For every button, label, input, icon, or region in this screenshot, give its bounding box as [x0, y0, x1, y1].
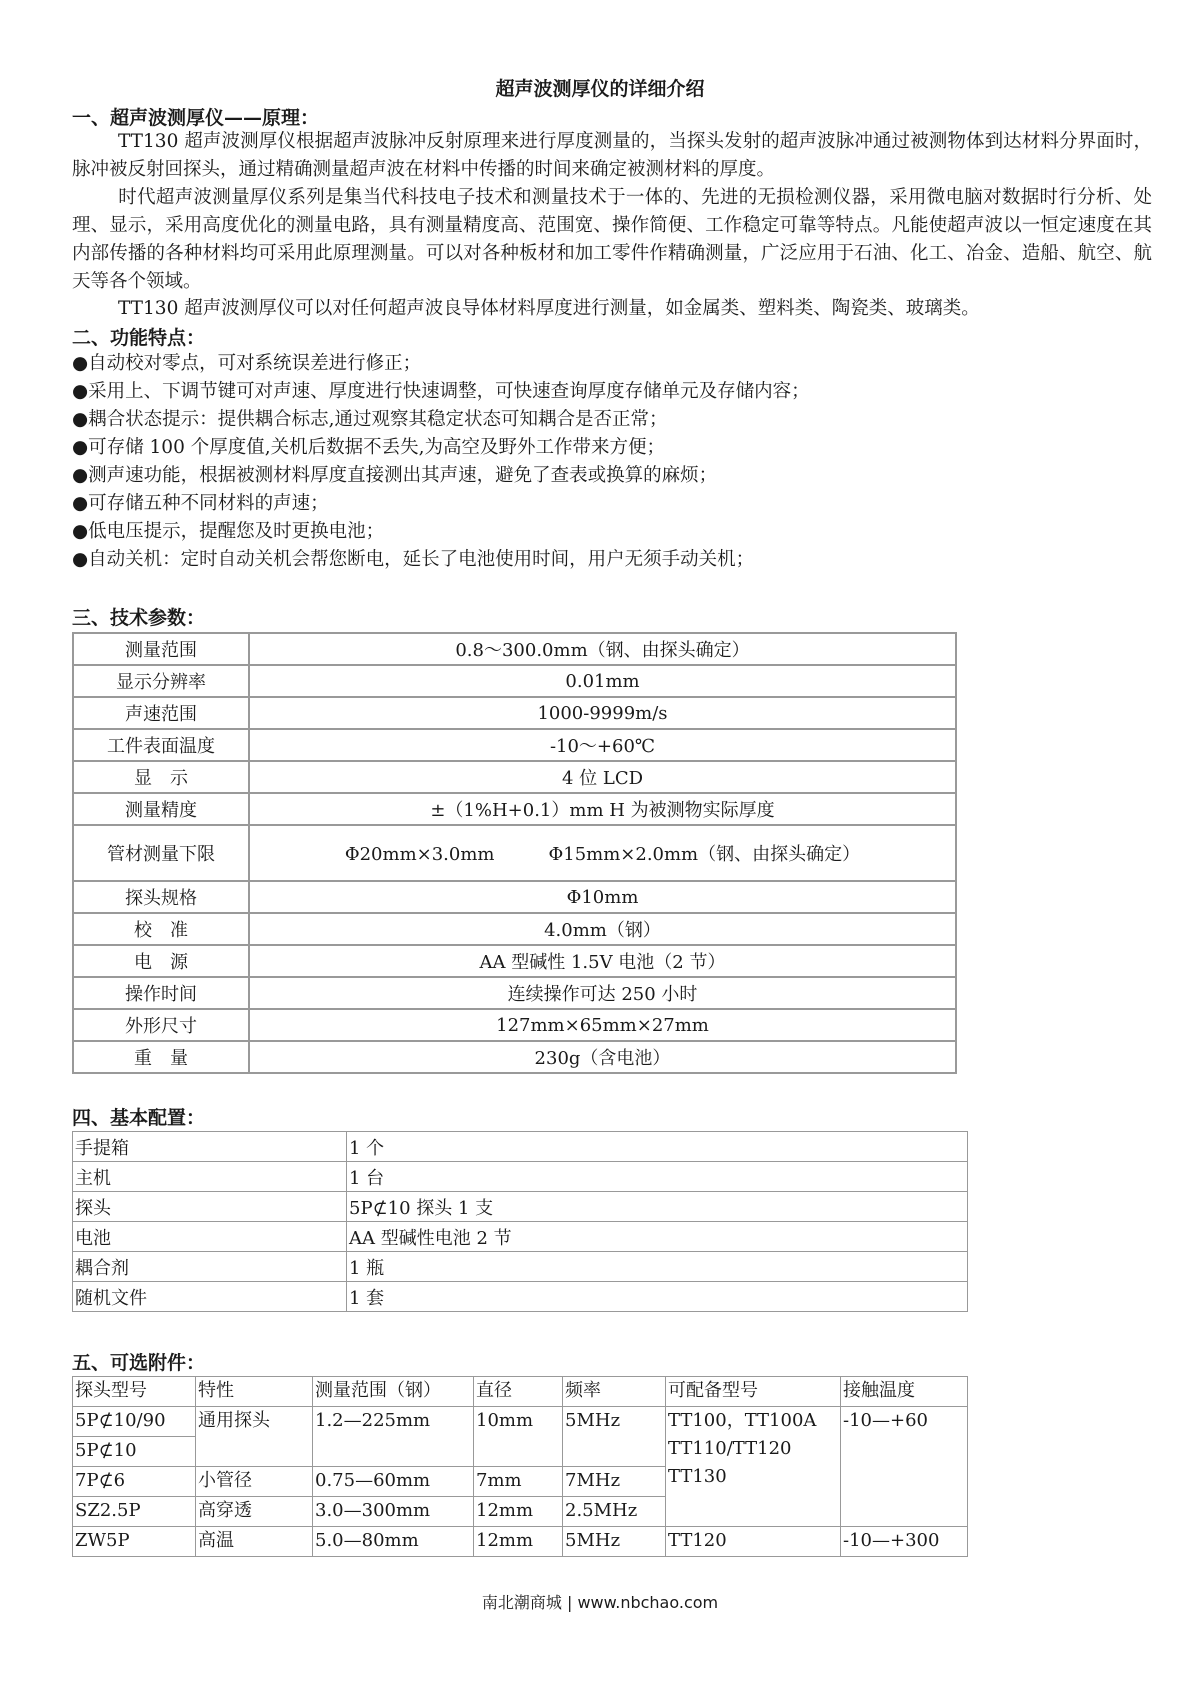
probe-model: 5P⊄10: [73, 1437, 196, 1467]
compatible-models: TT120: [666, 1527, 841, 1557]
contact-temperature: -10—+300: [841, 1527, 968, 1557]
feature-list-item: ●可存储五种不同材料的声速；: [72, 493, 329, 514]
config-item: 探头: [73, 1192, 347, 1222]
param-name: 重 量: [73, 1041, 249, 1073]
page-title: 超声波测厚仪的详细介绍: [495, 78, 705, 100]
param-value: 0.8～300.0mm（钢、由探头确定）: [249, 633, 956, 665]
param-value: 4 位 LCD: [249, 761, 956, 793]
probe-diameter: 10mm: [474, 1407, 563, 1467]
probe-range: 1.2—225mm: [313, 1407, 474, 1467]
config-qty: 1 套: [347, 1282, 968, 1312]
column-header: 特性: [196, 1377, 313, 1407]
param-name: 管材测量下限: [73, 825, 249, 881]
section3-heading: 三、技术参数：: [72, 607, 206, 629]
table-row: [73, 977, 956, 1009]
probe-diameter: 7mm: [474, 1467, 563, 1497]
probe-range: 3.0—300mm: [313, 1497, 474, 1527]
compatible-models: TT100，TT100A TT110/TT120 TT130: [666, 1407, 841, 1527]
param-value: 连续操作可达 250 小时: [249, 977, 956, 1009]
section2-heading: 二、功能特点：: [72, 327, 206, 349]
feature-list-item: ●测声速功能，根据被测材料厚度直接测出其声速，避免了查表或换算的麻烦；: [72, 465, 718, 486]
probe-range: 0.75—60mm: [313, 1467, 474, 1497]
table-row: [73, 729, 956, 761]
param-name: 外形尺寸: [73, 1009, 249, 1041]
param-value: 230g（含电池）: [249, 1041, 956, 1073]
config-item: 主机: [73, 1162, 347, 1192]
table-row: [73, 697, 956, 729]
param-name: 电 源: [73, 945, 249, 977]
table-row: [73, 793, 956, 825]
param-value: Φ20mm×3.0mm Φ15mm×2.0mm（钢、由探头确定）: [249, 825, 956, 881]
config-item: 电池: [73, 1222, 347, 1252]
feature-list-item: ●低电压提示，提醒您及时更换电池；: [72, 521, 385, 542]
table-row: [73, 1162, 968, 1192]
contact-temperature: -10—+60: [841, 1407, 968, 1527]
table-row: [73, 1527, 968, 1557]
param-name: 声速范围: [73, 697, 249, 729]
config-qty: 1 个: [347, 1132, 968, 1162]
param-name: 测量精度: [73, 793, 249, 825]
table-row: [73, 761, 956, 793]
column-header: 探头型号: [73, 1377, 196, 1407]
column-header: 直径: [474, 1377, 563, 1407]
feature-list-item: ●可存储 100 个厚度值,关机后数据不丢失,为高空及野外工作带来方便；: [72, 437, 665, 458]
probe-diameter: 12mm: [474, 1527, 563, 1557]
param-value: 4.0mm（钢）: [249, 913, 956, 945]
param-value: -10～+60℃: [249, 729, 956, 761]
basic-config-table: [72, 1131, 968, 1312]
table-row: [73, 665, 956, 697]
column-header: 测量范围（钢）: [313, 1377, 474, 1407]
probe-feature: 高温: [196, 1527, 313, 1557]
probe-frequency: 7MHz: [563, 1467, 666, 1497]
probe-frequency: 5MHz: [563, 1527, 666, 1557]
probe-range: 5.0—80mm: [313, 1527, 474, 1557]
param-name: 操作时间: [73, 977, 249, 1009]
param-value: Φ10mm: [249, 881, 956, 913]
config-qty: 5P⊄10 探头 1 支: [347, 1192, 968, 1222]
footer-link[interactable]: 南北潮商城 | www.nbchao.com: [481, 1593, 719, 1612]
config-qty: AA 型碱性电池 2 节: [347, 1222, 968, 1252]
probe-feature: 通用探头: [196, 1407, 313, 1467]
param-name: 探头规格: [73, 881, 249, 913]
probe-frequency: 2.5MHz: [563, 1497, 666, 1527]
config-item: 手提箱: [73, 1132, 347, 1162]
probe-model: ZW5P: [73, 1527, 196, 1557]
table-row: [73, 1252, 968, 1282]
column-header: 可配备型号: [666, 1377, 841, 1407]
optional-accessories-table: [72, 1376, 968, 1557]
param-value: AA 型碱性 1.5V 电池（2 节）: [249, 945, 956, 977]
table-row: [73, 1009, 956, 1041]
table-row: [73, 1192, 968, 1222]
table-row: [73, 1041, 956, 1073]
section1-heading: 一、超声波测厚仪——原理：: [72, 107, 320, 129]
probe-diameter: 12mm: [474, 1497, 563, 1527]
section5-heading: 五、可选附件：: [72, 1352, 206, 1374]
param-value: ±（1%H+0.1）mm H 为被测物实际厚度: [249, 793, 956, 825]
probe-frequency: 5MHz: [563, 1407, 666, 1467]
probe-model: 7P⊄6: [73, 1467, 196, 1497]
column-header: 接触温度: [841, 1377, 968, 1407]
section1-paragraph-3: TT130 超声波测厚仪可以对任何超声波良导体材料厚度进行测量，如金属类、塑料类、陶瓷类、玻璃类。: [118, 298, 980, 319]
feature-list-item: ●耦合状态提示：提供耦合标志,通过观察其稳定状态可知耦合是否正常；: [72, 409, 668, 430]
config-qty: 1 瓶: [347, 1252, 968, 1282]
table-row: [73, 1282, 968, 1312]
param-name: 显 示: [73, 761, 249, 793]
feature-list-item: ●自动校对零点，可对系统误差进行修正；: [72, 353, 422, 374]
param-name: 校 准: [73, 913, 249, 945]
param-name: 测量范围: [73, 633, 249, 665]
table-row: [73, 945, 956, 977]
table-row: [73, 1222, 968, 1252]
section1-paragraph-2: 时代超声波测量厚仪系列是集当代科技电子技术和测量技术于一体的、先进的无损检测仪器，采用微电脑对数据时行分析、处理、显示，采用高度优化的测量电路，具有测量精度高、范围宽、操作简便、工作稳定可靠等特点。凡能使超声波以一恒定速度在其内部传播的各种材料均可采用此原理测量。可以对各种板材和加工零件作精确测量，广泛应用于石油、化工、冶金、造船、航空、航天等各个领域。: [72, 187, 1152, 292]
feature-list-item: ●采用上、下调节键可对声速、厚度进行快速调整，可快速查询厚度存储单元及存储内容；: [72, 381, 810, 402]
section1-paragraph-1: TT130 超声波测厚仪根据超声波脉冲反射原理来进行厚度测量的，当探头发射的超声波脉冲通过被测物体到达材料分界面时，脉冲被反射回探头，通过精确测量超声波在材料中传播的时间来确定被测材料的厚度。: [72, 131, 1152, 180]
param-value: 1000-9999m/s: [249, 697, 956, 729]
param-name: 工件表面温度: [73, 729, 249, 761]
feature-list-item: ●自动关机：定时自动关机会帮您断电，延长了电池使用时间，用户无须手动关机；: [72, 549, 755, 570]
config-item: 随机文件: [73, 1282, 347, 1312]
table-row: [73, 913, 956, 945]
param-value: 127mm×65mm×27mm: [249, 1009, 956, 1041]
table-row: [73, 881, 956, 913]
column-header: 频率: [563, 1377, 666, 1407]
section4-heading: 四、基本配置：: [72, 1107, 206, 1129]
table-row: [73, 633, 956, 665]
table-row: [73, 1407, 968, 1437]
param-value: 0.01mm: [249, 665, 956, 697]
config-item: 耦合剂: [73, 1252, 347, 1282]
param-name: 显示分辨率: [73, 665, 249, 697]
probe-feature: 高穿透: [196, 1497, 313, 1527]
probe-model: 5P⊄10/90: [73, 1407, 196, 1437]
table-row: [73, 825, 956, 881]
tech-params-table: [72, 632, 957, 1074]
table-header-row: [73, 1377, 968, 1407]
table-row: [73, 1132, 968, 1162]
probe-feature: 小管径: [196, 1467, 313, 1497]
probe-model: SZ2.5P: [73, 1497, 196, 1527]
config-qty: 1 台: [347, 1162, 968, 1192]
